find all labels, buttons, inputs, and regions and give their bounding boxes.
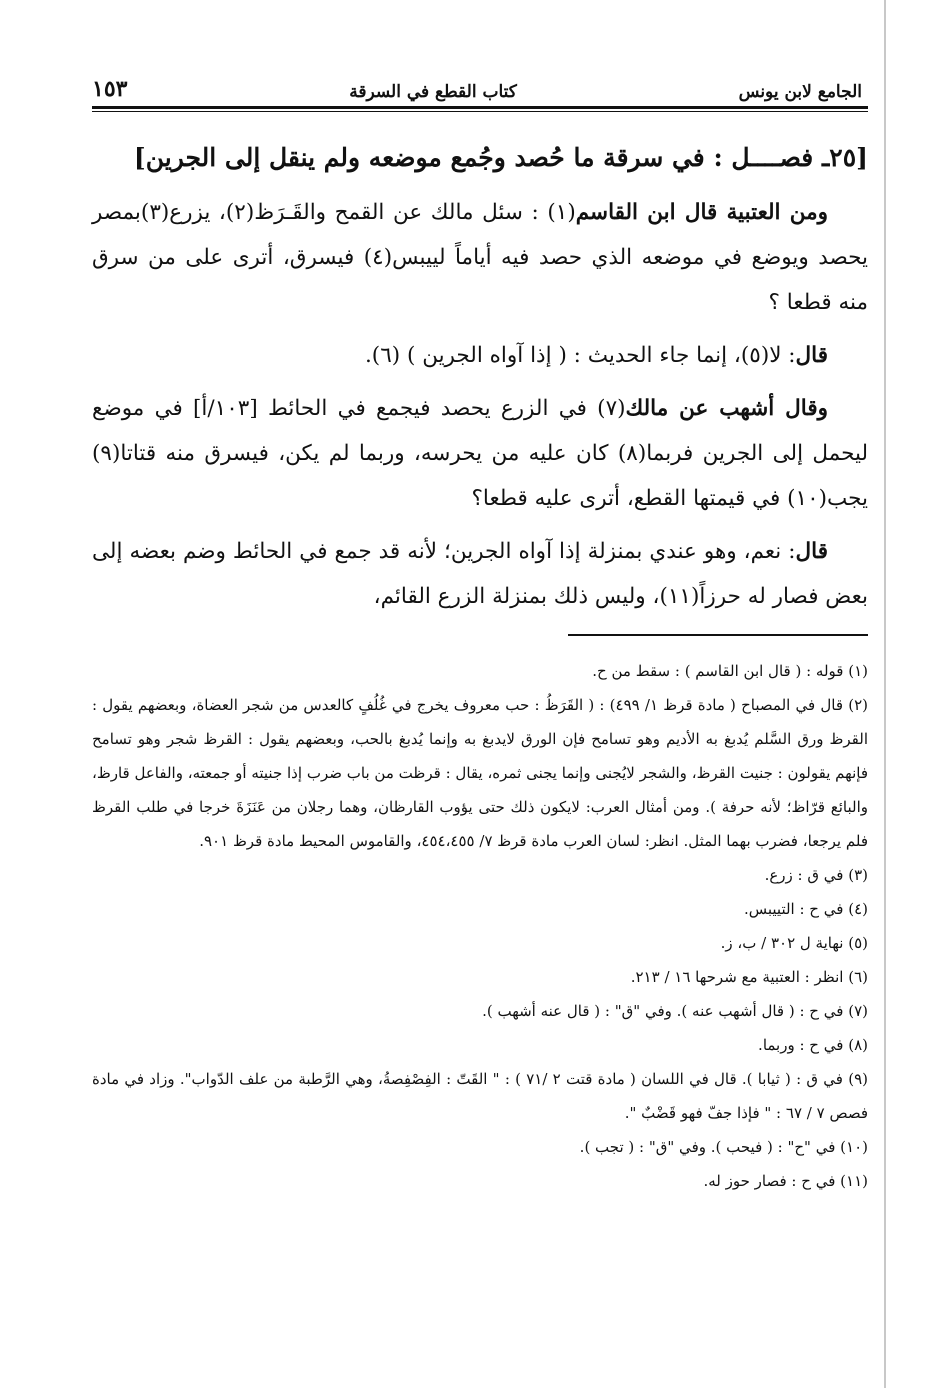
book-title: الجامع لابن يونس xyxy=(738,82,862,102)
footnote xyxy=(92,960,868,994)
paragraph-lead: وقال أشهب عن مالك xyxy=(625,396,829,421)
footnotes xyxy=(92,654,868,1198)
paragraph-lead: قال xyxy=(795,343,828,368)
footnote-number: (٩) xyxy=(848,1070,868,1088)
footnote-text: في ح : فصار حوز له. xyxy=(703,1172,836,1190)
footnote xyxy=(92,654,868,688)
footnote-text: نهاية ل ٣٠٢ / ب، ز. xyxy=(720,934,844,952)
footnote-text: في ق : ( ثيابا ). قال في اللسان ( مادة قتت ٢ /٧١ ) : " القَتّ : الفِصْفِصةُ، وهي الرَّطبة من علف الدّواب". وزاد في مادة فصص ٧ / ٦٧ : " فإذا جفّ فهو قَضْبٌ ". xyxy=(92,1070,868,1122)
paragraph xyxy=(92,386,868,521)
footnote-number: (٤) xyxy=(848,900,868,918)
footnote xyxy=(92,688,868,858)
paragraph xyxy=(92,333,868,378)
footnote-text: في ق : زرع. xyxy=(764,866,844,884)
paragraph-text: : نعم، وهو عندي بمنزلة إذا آواه الجرين؛ لأنه قد جمع في الحائط وضم بعضه إلى بعض فصار له حرزاً(١١)، وليس ذلك بمنزلة الزرع القائم، xyxy=(92,539,868,609)
footnote-text: في "ح" : ( فيحب ). وفي "ق" : ( تجب ). xyxy=(579,1138,836,1156)
footnote xyxy=(92,1028,868,1062)
paragraph xyxy=(92,190,868,325)
footnote xyxy=(92,926,868,960)
footnote-text: قوله : ( قال ابن القاسم ) : سقط من ح. xyxy=(592,662,844,680)
paragraph xyxy=(92,529,868,619)
footnote-number: (١١) xyxy=(840,1172,868,1190)
footnote xyxy=(92,858,868,892)
footnote xyxy=(92,892,868,926)
paragraph-text: (١) : سئل مالك عن القمح والقَـرَظ(٢)، يزرع(٣)بمصر يحصد ويوضع في موضعه الذي حصد فيه أياماً لييبس(٤) فيسرق، أترى على من سرق منه قطعا ؟ xyxy=(92,200,868,315)
footnote-number: (١٠) xyxy=(840,1138,868,1156)
footnote xyxy=(92,1062,868,1130)
footnote-number: (٢) xyxy=(848,696,868,714)
footnote-text: في ح : التييبس. xyxy=(743,900,844,918)
footnote-number: (٦) xyxy=(848,968,868,986)
main-text xyxy=(92,128,868,627)
footnote-text: في ح : ( قال أشهب عنه ). وفي "ق" : ( قال عنه أشهب ). xyxy=(482,1002,844,1020)
footnote xyxy=(92,994,868,1028)
running-head xyxy=(92,72,862,102)
paragraph-lead: ومن العتبية قال ابن القاسم xyxy=(575,200,829,225)
chapter-title: كتاب القطع في السرقة xyxy=(349,82,517,102)
paragraph-text: : لا(٥)، إنما جاء الحديث : ( إذا آواه الجرين ) (٦). xyxy=(364,343,796,368)
footnote-number: (٨) xyxy=(848,1036,868,1054)
footnote xyxy=(92,1164,868,1198)
footnote-number: (٣) xyxy=(848,866,868,884)
page-number: ١٥٣ xyxy=(92,76,128,102)
footnote-number: (٧) xyxy=(848,1002,868,1020)
section-title: [٢٥ـ فصــــل : في سرقة ما حُصد وجُمع موضعه ولم ينقل إلى الجرين] xyxy=(133,143,868,172)
footnote-text: قال في المصباح ( مادة قرظ ١/ ٤٩٩) : ( القَرَظُ : حب معروف يخرج في غُلُفٍ كالعدس من شجر العضاة، وبعضهم يقول : القرظ ورق السَّلم يُدبغ به الأديم وهو تسامح فإن الورق لايدبغ به وإنما يُدبغ بالحب، وبعضهم يقول : القرظ شجر وهو تسامح فإنهم يقولون : جنيت القرظ، والشجر لايُجنى وإنما يجنى ثمره، يقال : قرظت من باب ضرب إذا جنيته أو جمعته، والفاعل قارظ، والبائع قرّاظ؛ لأنه حرفة ). ومن أمثال العرب: لايكون ذلك حتى يؤوب القارظان، وهما رجلان من عَنَزَةَ خرجا في طلب القرظ فلم يرجعا، فضرب بهما المثل. انظر: لسان العرب مادة قرظ ٧/ ٤٥٤،٤٥٥، والقاموس المحيط مادة قرظ ٩٠١. xyxy=(92,696,868,850)
footnote-text: انظر : العتبية مع شرحها ١٦ / ٢١٣. xyxy=(630,968,844,986)
footnote-number: (٥) xyxy=(848,934,868,952)
footnote-text: في ح : وربما. xyxy=(758,1036,844,1054)
page-edge-line xyxy=(884,0,886,1388)
paragraph-lead: قال xyxy=(795,539,828,564)
paragraph-text: (٧) في الزرع يحصد فيجمع في الحائط [١٠٣/أ] في موضع ليحمل إلى الجرين فربما(٨) كان عليه من يحرسه، وربما لم يكن، فيسرق منه قتاتا(٩) يجب(١٠) في قيمتها القطع، أترى عليه قطعا؟ xyxy=(92,396,868,511)
header-rule xyxy=(92,106,868,112)
footnote-number: (١) xyxy=(848,662,868,680)
footnote-rule xyxy=(568,634,868,636)
footnote xyxy=(92,1130,868,1164)
